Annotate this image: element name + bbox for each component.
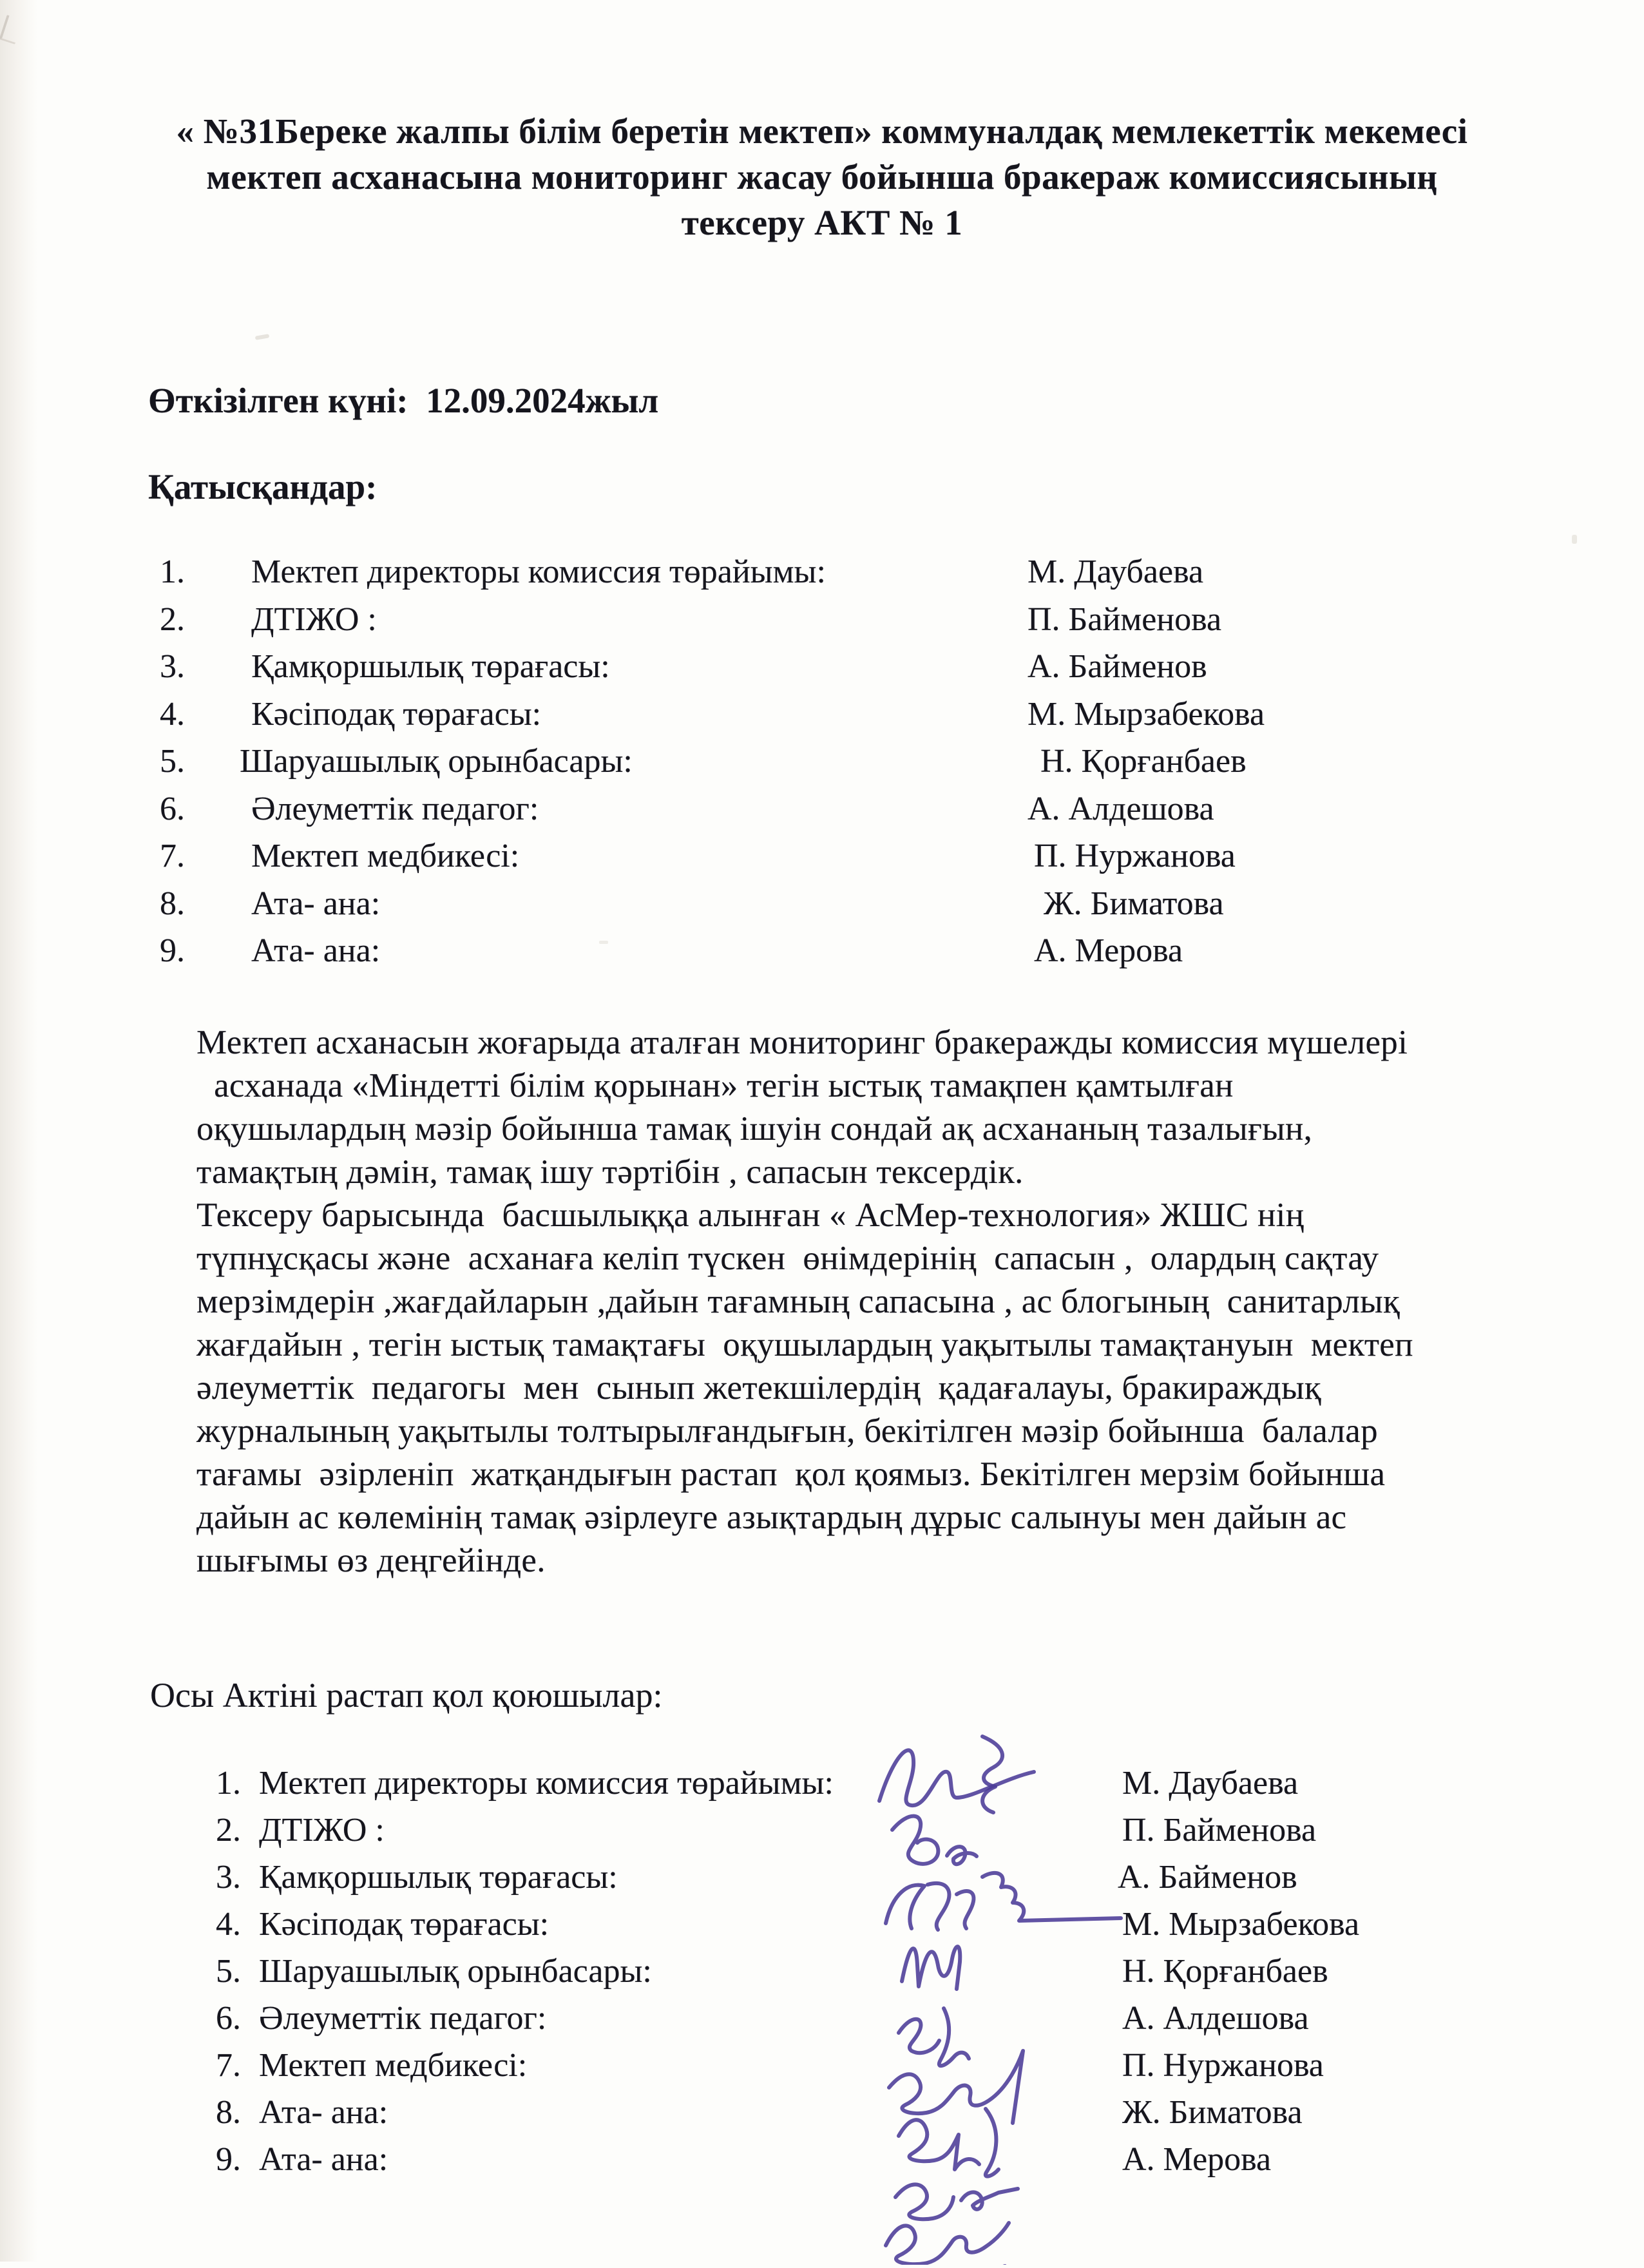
row-number: 3.	[216, 1859, 241, 1896]
signatories-heading: Осы Актіні растап қол қоюшылар:	[150, 1676, 663, 1715]
signatory-name: М. Мырзабекова	[1122, 1906, 1360, 1943]
participant-name: П. Байменова	[1028, 601, 1222, 638]
participant-name: А. Мерова	[1034, 932, 1183, 969]
participant-row	[0, 932, 1644, 977]
participant-row	[0, 601, 1644, 646]
row-number: 9.	[216, 2141, 241, 2178]
body-line: журналының уақытылы толтырылғандығын, бекітілген мәзір бойынша балалар	[196, 1412, 1378, 1450]
participant-row	[0, 648, 1644, 693]
row-number: 6.	[216, 2000, 241, 2037]
scan-speck	[1572, 535, 1577, 544]
participant-row	[0, 695, 1644, 740]
participant-name: М. Даубаева	[1028, 553, 1204, 590]
participant-name: А. Алдешова	[1028, 791, 1214, 827]
signature-baimenov	[886, 1873, 1121, 1930]
signature-nurzhanova	[899, 2109, 999, 2177]
participant-name: П. Нуржанова	[1034, 838, 1236, 874]
signatory-role: Кәсіподақ төрағасы:	[259, 1906, 550, 1943]
row-number: 4.	[216, 1906, 241, 1943]
row-number: 5.	[216, 1953, 241, 1990]
row-number: 1.	[216, 1765, 241, 1802]
signatures-ink-column	[850, 1711, 1153, 2265]
participant-role: Мектеп директоры комиссия төрайымы:	[251, 553, 826, 590]
body-line: тамақтың дәмін, тамақ ішу тәртібін , сапасын тексердік.	[196, 1153, 1024, 1191]
row-number: 3.	[160, 648, 185, 685]
signatory-row	[0, 2140, 1644, 2186]
participant-role: Мектеп медбикесі:	[251, 838, 520, 874]
participant-name: А. Байменов	[1028, 648, 1207, 685]
signatory-row	[0, 1905, 1644, 1950]
signatory-row	[0, 1764, 1644, 1809]
participant-row	[0, 553, 1644, 598]
row-number: 4.	[160, 696, 185, 733]
date-label: Өткізілген күні:	[148, 381, 408, 420]
signatory-name: А. Мерова	[1122, 2141, 1272, 2178]
signatory-name: Н. Қорғанбаев	[1122, 1953, 1328, 1990]
signatory-row	[0, 1858, 1644, 1903]
row-number: 8.	[216, 2094, 241, 2131]
row-number: 2.	[160, 601, 185, 638]
document-title-line-1: « №31Береке жалпы білім беретін мектеп» коммуналдақ мемлекеттік мекемесі	[176, 111, 1468, 151]
signatory-name: П. Нуржанова	[1122, 2047, 1324, 2084]
participant-row	[0, 742, 1644, 787]
signatory-name: П. Байменова	[1122, 1812, 1317, 1849]
signatory-role: Мектеп директоры комиссия төрайымы:	[259, 1765, 834, 1802]
participant-row	[0, 837, 1644, 882]
signatory-role: Әлеуметтік педагог:	[259, 2000, 547, 2037]
signatory-name: М. Даубаева	[1122, 1765, 1299, 1802]
signatory-role: Қамқоршылық төрағасы:	[259, 1859, 618, 1896]
participant-role: Ата- ана:	[251, 932, 381, 969]
participant-role: Әлеуметтік педагог:	[251, 791, 539, 827]
document-title-line-3: тексеру АКТ № 1	[681, 203, 963, 242]
row-number: 8.	[160, 885, 185, 922]
body-line: тағамы әзірленіп жатқандығын растап қол қоямыз. Бекітілген мерзім бойынша	[196, 1456, 1386, 1493]
participant-row	[0, 885, 1644, 930]
participant-name: Ж. Биматова	[1044, 885, 1224, 922]
signatory-row	[0, 2046, 1644, 2091]
signatory-row	[0, 2093, 1644, 2138]
signature-daubaeva	[879, 1736, 1034, 1812]
signatory-role: Ата- ана:	[259, 2141, 388, 2178]
row-number: 1.	[160, 553, 185, 590]
signature-bimatova	[895, 2184, 1018, 2219]
body-line: әлеуметтік педагогы мен сынып жетекшілердің қадағалауы, бракираждық	[196, 1369, 1321, 1407]
document-title-line-2: мектеп асханасына мониторинг жасау бойынша бракераж комиссиясының	[206, 157, 1438, 197]
date-value: 12.09.2024жыл	[426, 381, 659, 420]
body-line: жағдайын , тегін ыстық тамақтағы оқушылардың уақытылы тамақтануын мектеп	[196, 1326, 1413, 1363]
signature-korganbaev	[899, 2008, 969, 2066]
scan-speck	[255, 334, 270, 340]
row-number: 2.	[216, 1812, 241, 1849]
signatory-role: ДТІЖО :	[259, 1812, 385, 1849]
signatory-role: Мектеп медбикесі:	[259, 2047, 528, 2084]
row-number: 7.	[160, 838, 185, 874]
signatory-row	[0, 1811, 1644, 1856]
body-line: Тексеру барысында басшылыққа алынған « АсМер-технология» ЖШС нің	[196, 1196, 1305, 1234]
signature-aldeshova	[889, 2051, 1023, 2123]
participant-row	[0, 790, 1644, 835]
signature-baimenova	[892, 1816, 977, 1865]
row-number: 6.	[160, 791, 185, 827]
participant-role: Кәсіподақ төрағасы:	[251, 696, 542, 733]
body-line: түпнұсқасы және асханаға келіп түскен өнімдерінің сапасын , олардың сақтау	[196, 1240, 1379, 1277]
participant-role: Шаруашылық орынбасары:	[240, 743, 633, 780]
row-number: 7.	[216, 2047, 241, 2084]
body-line: дайын ас көлемінің тамақ әзірлеуге азықтардың дұрыс салынуы мен дайын ас	[196, 1499, 1347, 1536]
row-number: 9.	[160, 932, 185, 969]
body-line: мерзімдерін ,жағдайларын ,дайын тағамның сапасына , ас блогының санитарлық	[196, 1283, 1400, 1320]
signatory-name: Ж. Биматова	[1122, 2094, 1303, 2131]
participant-role: Ата- ана:	[251, 885, 381, 922]
signatory-name: А. Байменов	[1118, 1859, 1297, 1896]
body-paragraph	[196, 1021, 1413, 1582]
participants-heading: Қатысқандар:	[148, 467, 378, 506]
signature-merova	[886, 2223, 1009, 2265]
body-line: Мектеп асханасын жоғарыда аталған мониторинг бракеражды комиссия мүшелері	[196, 1024, 1408, 1061]
body-line: шығымы өз деңгейінде.	[196, 1542, 546, 1579]
signatory-row	[0, 1999, 1644, 2044]
signatory-role: Ата- ана:	[259, 2094, 388, 2131]
signatory-name: А. Алдешова	[1122, 2000, 1309, 2037]
row-number: 5.	[160, 743, 185, 780]
participant-role: Қамқоршылық төрағасы:	[251, 648, 610, 685]
participant-name: Н. Қорғанбаев	[1040, 743, 1247, 780]
participant-name: М. Мырзабекова	[1028, 696, 1265, 733]
signatory-role: Шаруашылық орынбасары:	[259, 1953, 652, 1990]
participant-role: ДТІЖО :	[251, 601, 377, 638]
body-line: асханада «Міндетті білім қорынан» тегін ыстық тамақпен қамтылған	[196, 1067, 1234, 1104]
date-line	[148, 380, 658, 421]
signatory-row	[0, 1952, 1644, 1997]
body-line: оқушылардың мәзір бойынша тамақ ішуін сондай ақ асхананың тазалығын,	[196, 1110, 1313, 1148]
signature-myrzabekova	[902, 1946, 960, 1989]
